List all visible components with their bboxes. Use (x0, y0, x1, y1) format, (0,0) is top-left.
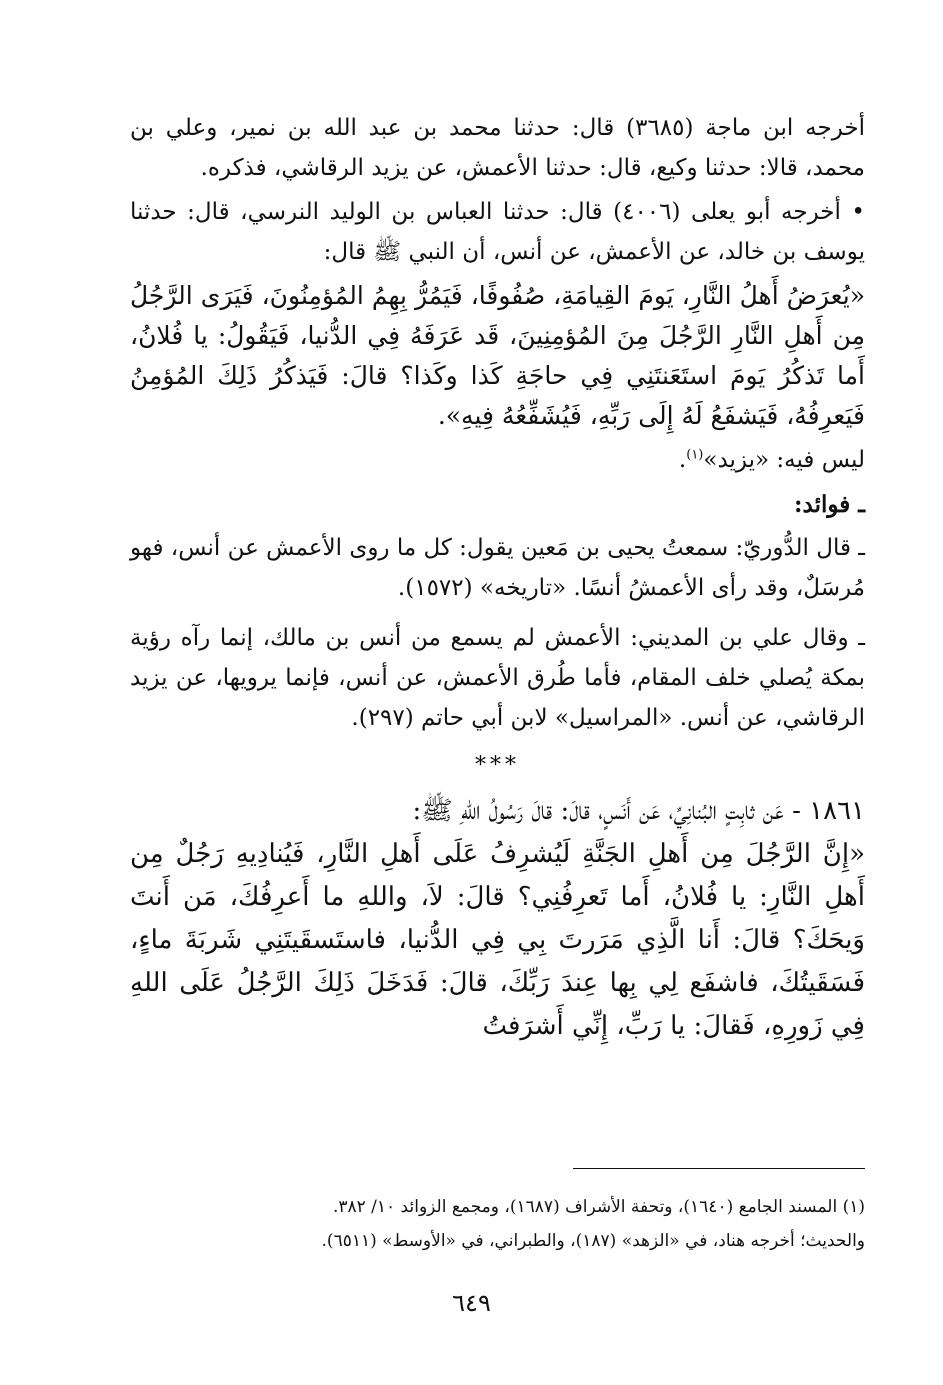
fawaid-item-duri: ـ قال الدُّوريّ: سمعتُ يحيى بن مَعين يقول: كل ما روى الأعمش عن أنس، فهو مُرسَلٌ، وقد رأى الأعمشُ أنسًا. «تاريخه» (١٥٧٢). (129, 535, 865, 601)
hadith-1861-text: «إِنَّ الرَّجُلَ مِن أَهلِ الجَنَّةِ لَيُشرِفُ عَلَى أَهلِ النَّارِ، فَيُنادِيهِ رَجُلٌ مِن أَهلِ النَّارِ: يا فُلانُ، أَما تَعرِفُنِي؟ قالَ: لاَ، واللهِ ما أَعرِفُكَ، مَن أَنتَ وَيحَكَ؟ قالَ: أَنا الَّذِي مَرَرتَ بِي فِي الدُّنيا، فاستَسقَيتَنِي شَربَةَ ماءٍ، فَسَقَيتُكَ، فاشفَع لِي بِها عِندَ رَبِّكَ، قالَ: فَدَخَلَ ذَلِكَ الرَّجُلُ عَلَى اللهِ فِي زَورِهِ، فَقالَ: يا رَبِّ، إِنِّي أَشرَفتُ (130, 839, 865, 1041)
takhrij-abu-yala: • أخرجه أبو يعلى (٤٠٠٦) قال: حدثنا العباس بن الوليد النرسي، قال: حدثنا يوسف بن خالد، عن الأعمش، عن أنس، أن النبي ﷺ قال: (130, 199, 865, 265)
footnote-ref-1: (١) (686, 447, 704, 463)
takhrij-ibn-majah: أخرجه ابن ماجة (٣٦٨٥) قال: حدثنا محمد بن عبد الله بن نمير، وعلي بن محمد، قالا: حدثنا وكيع، قال: حدثنا الأعمش، عن يزيد الرقاشي، فذكره. (130, 115, 865, 181)
section-separator: *** (475, 753, 520, 778)
hadith-1861-intro: ١٨٦١ - عَن ثابِتٍ البُنانِيِّ، عَن أَنَسٍ، قالَ: قالَ رَسُولُ اللهِ ﷺ: (412, 796, 865, 826)
note-laysa-fihi-text: ليس فيه: «يزيد» (703, 447, 865, 473)
page-number: ٦٤٩ (452, 1289, 491, 1317)
hadith-text-abu-yala: «يُعرَضُ أَهلُ النَّارِ، يَومَ القِيامَةِ، صُفُوفًا، فَيَمُرُّ بِهِمُ المُؤمِنُونَ، فَيَرَى الرَّجُلُ مِن أَهلِ النَّارِ الرَّجُلَ مِنَ المُؤمِنِينَ، قَد عَرَفَهُ فِي الدُّنيا، فَيَقُولُ: يا فُلانُ، أَما تَذكُرُ يَومَ استَعَنتَنِي فِي حاجَةِ كَذا وكَذا؟ قالَ: فَيَذكُرُ ذَلِكَ المُؤمِنُ فَيَعرِفُهُ، فَيَشفَعُ لَهُ إِلَى رَبِّهِ، فَيُشَفِّعُهُ فِيهِ». (130, 281, 865, 430)
fawaid-heading: ـ فوائد: (794, 491, 865, 518)
note-laysa-fihi-end: . (678, 447, 687, 473)
note-laysa-fihi (130, 440, 865, 480)
fawaid-item-ibn-madini: ـ وقال علي بن المديني: الأعمش لم يسمع من أنس بن مالك، إنما رآه رؤية بمكة يُصلي خلف المقام، فأما طُرق الأعمش، عن أنس، فإنما يرويها، عن يزيد الرقاشي، عن أنس. «المراسيل» لابن أبي حاتم (٢٩٧). (130, 625, 865, 731)
footnotes (130, 1190, 865, 1258)
footnote-divider (573, 1168, 865, 1169)
footnote-1: (١) المسند الجامع (١٦٤٠)، وتحفة الأشراف (١٦٨٧)، ومجمع الزوائد ١٠/ ٣٨٢. (332, 1197, 865, 1217)
page-body (130, 108, 865, 1048)
footnote-1-continued: والحديث؛ أخرجه هناد، في «الزهد» (١٨٧)، والطبراني، في «الأوسط» (٦٥١١). (321, 1231, 865, 1251)
